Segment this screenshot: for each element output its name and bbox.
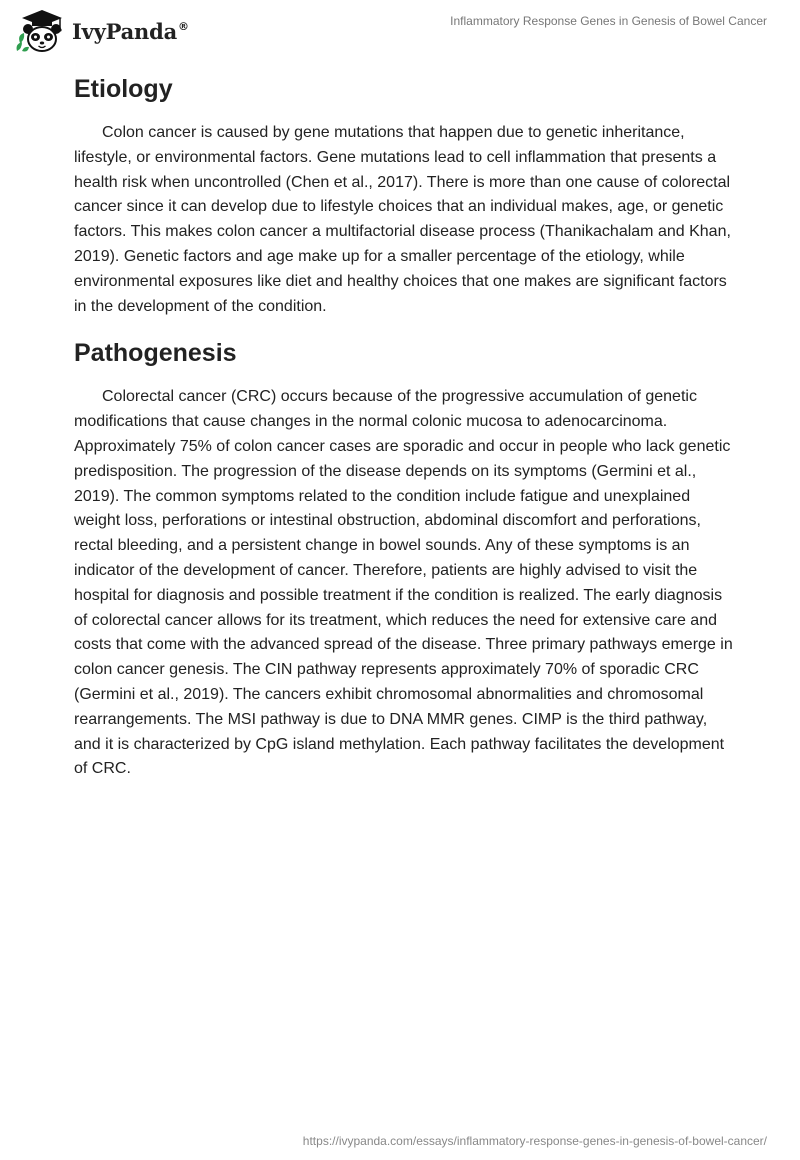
section-heading: Etiology (74, 75, 173, 103)
logo-wordmark: IvyPanda® (72, 18, 189, 44)
section-pathogenesis (74, 336, 734, 782)
essay-body (74, 72, 734, 782)
section-heading: Pathogenesis (74, 339, 237, 368)
section-paragraph: Colon cancer is caused by gene mutations that happen due to genetic inheritance, lifestyle, or environmental factors. Gene mutations lead to cell inflammation that presents a health risk when uncontrolled (Chen et al., 2017). There is more than one cause of colorectal cancer since it can develop due to lifestyle choices that an individual makes, age, or genetic factors. This makes colon cancer a multifactorial disease process (Thanikachalam and Khan, 2019). Genetic factors and age make up for a smaller percentage of the etiology, while environmental exposures like diet and healthy choices that one makes are significant factors in the development of the condition. (74, 124, 731, 315)
footer-source-url[interactable]: https://ivypanda.com/essays/inflammatory-response-genes-in-genesis-of-bowel-cancer/ (302, 1134, 767, 1148)
page-header (0, 0, 800, 60)
registered-mark: ® (178, 19, 189, 33)
panda-graduate-icon (14, 7, 70, 57)
section-paragraph: Colorectal cancer (CRC) occurs because of the progressive accumulation of genetic modifications that cause changes in the normal colonic mucosa to adenocarcinoma. Approximately 75% of colon cancer cases are sporadic and occur in people who lack genetic predisposition. The progression of the disease depends on its symptoms (Germini et al., 2019). The common symptoms related to the condition include fatigue and unexplained weight loss, perforations or intestinal obstruction, abdominal discomfort and perforations, rectal bleeding, and a persistent change in bowel sounds. Any of these symptoms is an indicator of the development of cancer. Therefore, patients are highly advised to visit the hospital for diagnosis and possible treatment if the condition is realized. The early diagnosis of colorectal cancer allows for its treatment, which reduces the need for extensive care and costs that come with the advanced spread of the disease. Three primary pathways emerge in colon cancer genesis. The CIN pathway represents approximately 70% of sporadic CRC (Germini et al., 2019). The cancers exhibit chromosomal abnormalities and chromosomal rearrangements. The MSI pathway is due to DNA MMR genes. CIMP is the third pathway, and it is characterized by CpG island methylation. Each pathway facilitates the development of CRC. (74, 388, 733, 778)
running-title: Inflammatory Response Genes in Genesis of Bowel Cancer (450, 14, 767, 28)
ivypanda-logo[interactable] (14, 7, 189, 57)
section-etiology (74, 72, 734, 319)
